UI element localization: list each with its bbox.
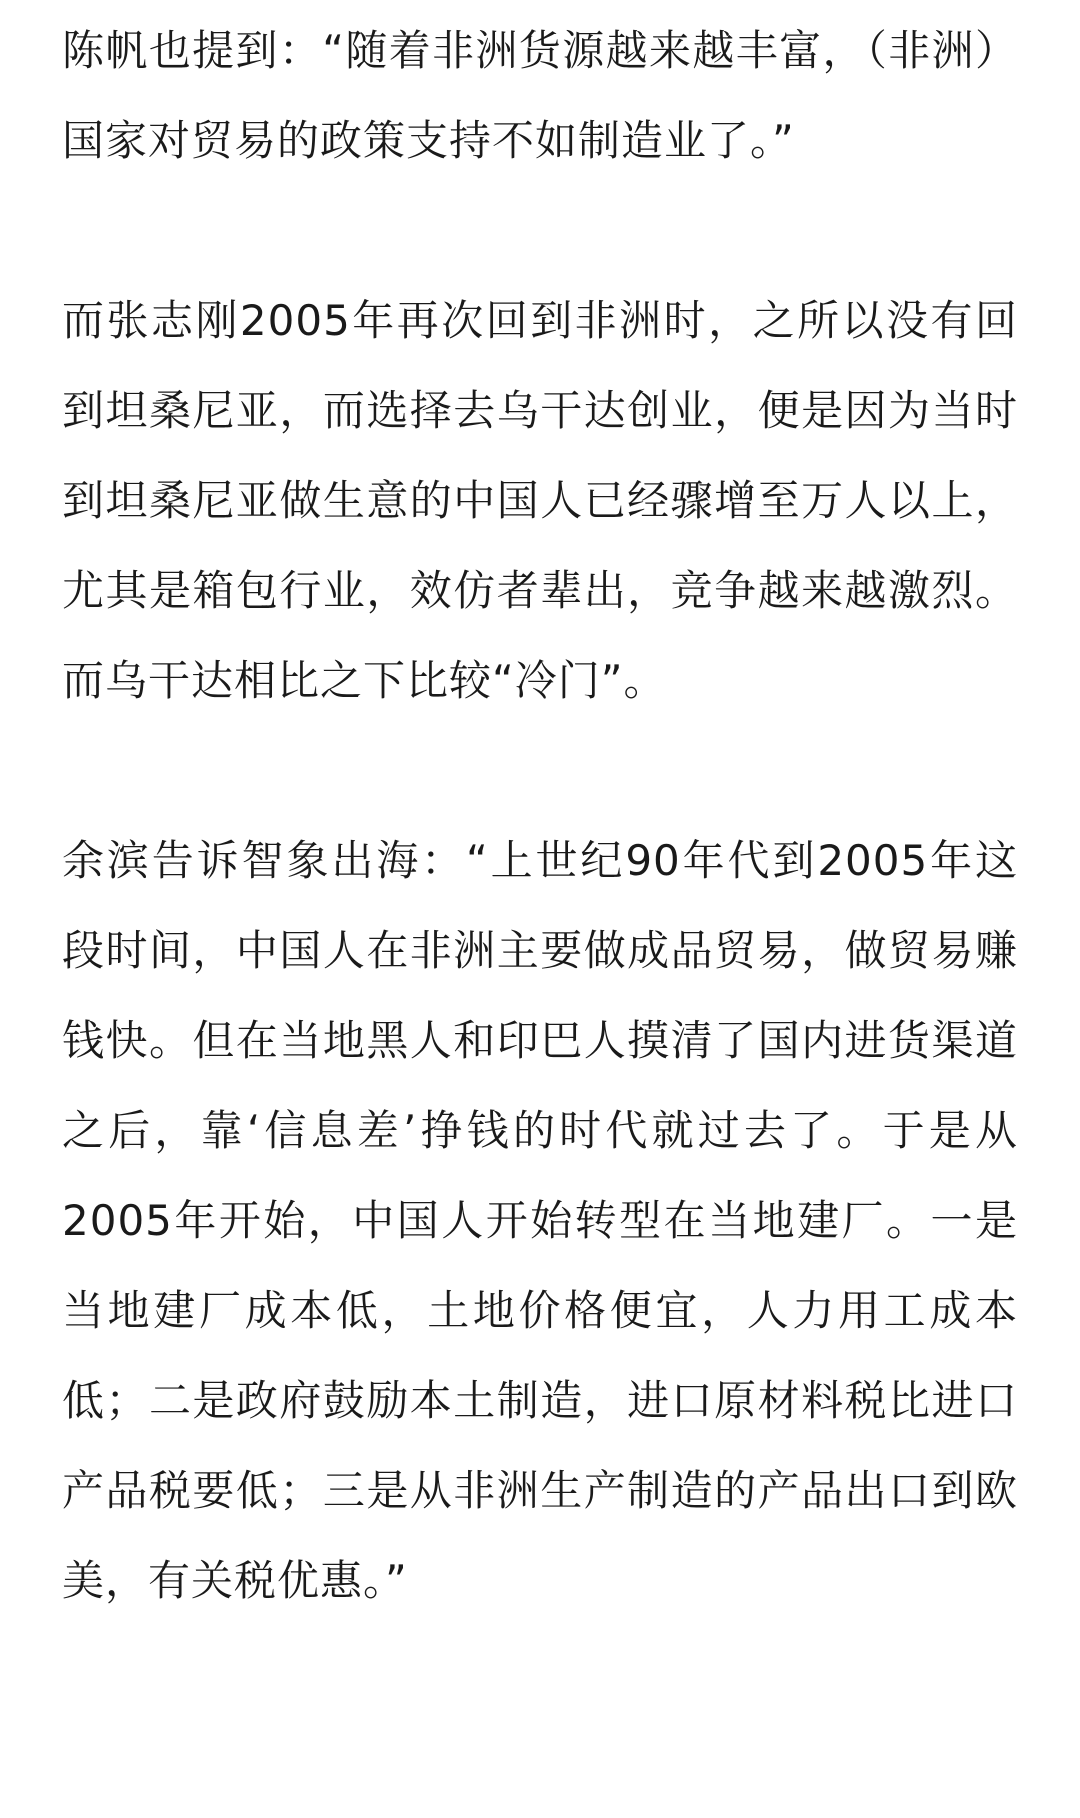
paragraph-yu-bin-quote: 余滨告诉智象出海：“上世纪90年代到2005年这段时间，中国人在非洲主要做成品贸易，做贸易赚钱快。但在当地黑人和印巴人摸清了国内进货渠道之后，靠‘信息差’挣钱的时代就过去了。于是从2005年开始，中国人开始转型在当地建厂。一是当地建厂成本低，土地价格便宜，人力用工成本低；二是政府鼓励本土制造，进口原材料税比进口产品税要低；三是从非洲生产制造的产品出口到欧美，有关税优惠。” <box>62 836 1018 1605</box>
paragraph-chen-fan-quote: 陈帆也提到：“随着非洲货源越来越丰富，（非洲）国家对贸易的政策支持不如制造业了。” <box>62 26 1018 165</box>
paragraph-zhang-zhigang: 而张志刚2005年再次回到非洲时，之所以没有回到坦桑尼亚，而选择去乌干达创业，便是因为当时到坦桑尼亚做生意的中国人已经骤增至万人以上，尤其是箱包行业，效仿者辈出，竞争越来越激烈。而乌干达相比之下比较“冷门”。 <box>62 296 1018 705</box>
article-body <box>62 6 1018 1626</box>
